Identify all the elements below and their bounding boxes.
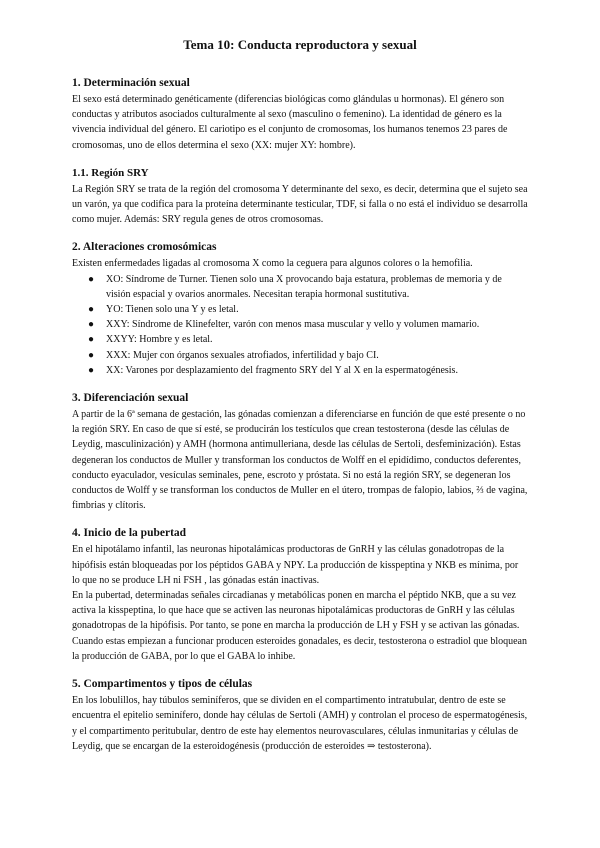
section-paragraph: En la pubertad, determinadas señales circadianas y metabólicas ponen en marcha el péptido NKB, que a su vez activa la kisspeptina, lo que hace que se activen las neuronas hipotalámicas productoras de GnRH y las células gonadotropas de la hipófisis. Por tanto, se pone en marcha la producción de LH y FSH y se activan las gónadas. Cuando estas empiezan a funcionar producen esteroides gonadales, es decir, testosterona o estradiol que bloquean la producción de GABA, por lo que el GABA lo inhibe. [72, 590, 527, 662]
section-heading: 2. Alteraciones cromosómicas [72, 241, 217, 254]
section-diferenciacion-sexual [72, 391, 528, 513]
list-item [88, 272, 528, 302]
section-paragraph: La Región SRY se trata de la región del cromosoma Y determinante del sexo, es decir, determina que el sujeto sea un varón, ya que codifica para la proteína determinante testicular, TDF, si falla o no está el individuo se desarrolla como mujer. Además: SRY regula genes de otros cromosomas. [72, 183, 528, 226]
list-item-text: YO: Tienen solo una Y y es letal. [106, 304, 239, 316]
section-heading: 5. Compartimentos y tipos de células [72, 678, 253, 691]
section-intro: Existen enfermedades ligadas al cromosoma X como la ceguera para algunos colores o la hemofilia. [72, 258, 473, 270]
chromosome-alterations-list [72, 272, 528, 378]
section-paragraph: El sexo está determinado genéticamente (diferencias biológicas como glándulas u hormonas). El género son conductas y atributos asociados culturalmente al sexo (masculino o femenino). La identidad de género es la vivencia individual del género. El cariotipo es el conjunto de cromosomas, los humanos tenemos 23 pares de cromosomas, uno de ellos determina el sexo (XX: mujer XY: hombre). [72, 94, 508, 151]
list-item [88, 302, 528, 317]
section-alteraciones-cromosomicas [72, 240, 528, 378]
section-region-sry [72, 166, 528, 228]
section-inicio-pubertad [72, 526, 528, 664]
list-item [88, 317, 528, 332]
list-item [88, 363, 528, 378]
section-heading: 3. Diferenciación sexual [72, 392, 189, 405]
bullet-icon: ● [88, 334, 95, 346]
section-determinacion-sexual [72, 76, 528, 153]
list-item-text: XX: Varones por desplazamiento del fragmento SRY del Y al X en la espermatogénesis. [106, 364, 458, 376]
list-item-text: XXYY: Hombre y es letal. [106, 334, 213, 346]
section-compartimentos-celulas [72, 677, 528, 754]
section-paragraph: En los lobulillos, hay túbulos seminíferos, que se dividen en el compartimento intratubular, dentro de este se encuentra el epitelio seminífero, donde hay células de Sertoli (AMH) y controlan el proceso de espermatogénesis, y el compartimento peritubular, dentro de este hay elementos neurovasculares, células inmunitarias y células de Leydig, que se encargan de la esteroidogénesis (producción de esteroides ⇒ testosterona). [72, 695, 528, 752]
bullet-icon: ● [88, 349, 95, 361]
list-item-text: XXX: Mujer con órganos sexuales atrofiados, infertilidad y bajo CI. [106, 349, 379, 361]
bullet-icon: ● [88, 273, 95, 285]
list-item-text: XXY: Síndrome de Klinefelter, varón con menos masa muscular y vello y volumen mamario. [106, 319, 480, 331]
section-heading: 4. Inicio de la pubertad [72, 527, 187, 540]
bullet-icon: ● [88, 364, 95, 376]
section-paragraph: A partir de la 6ª semana de gestación, las gónadas comienzan a diferenciarse en función de que esté presente o no la región SRY. En caso de que sí esté, se producirán los testículos que crean testosterona (desde las células de Leydig, masculinización) y AMH (hormona antimulleriana, desde las células de Sertoli, desfeminización). Estas degeneran los conductos de Muller y transforman los conductos de Wolff en el epidídimo, conductos deferentes, conducto eyaculador, vesículas seminales, pene, escroto y próstata. Si no está la región SRY, se degeneran los conductos de Wolff y se transforman los conductos de Muller en el útero, trompas de falopio, labios, ⅔ de vagina, fimbrias y clítoris. [72, 409, 528, 512]
section-heading: 1. Determinación sexual [72, 77, 190, 89]
bullet-icon: ● [88, 319, 95, 331]
section-paragraph: En el hipotálamo infantil, las neuronas hipotalámicas productoras de GnRH y las células gonadotropas de la hipófisis están bloqueadas por los péptidos GABA y NPY. La producción de kisspeptina y NKB es mínima, por lo que no se produce LH ni FSH , las gónadas están inactivas. [72, 544, 519, 586]
list-item-text: XO: Síndrome de Turner. Tienen solo una X provocando baja estatura, problemas de memoria y de visión espacial y ovarios anormales. Necesitan terapia hormonal sustitutiva. [106, 273, 502, 300]
list-item [88, 348, 528, 363]
bullet-icon: ● [88, 304, 95, 316]
document-title: Tema 10: Conducta reproductora y sexual [183, 37, 417, 52]
list-item [88, 332, 528, 347]
subsection-heading: 1.1. Región SRY [72, 166, 149, 179]
